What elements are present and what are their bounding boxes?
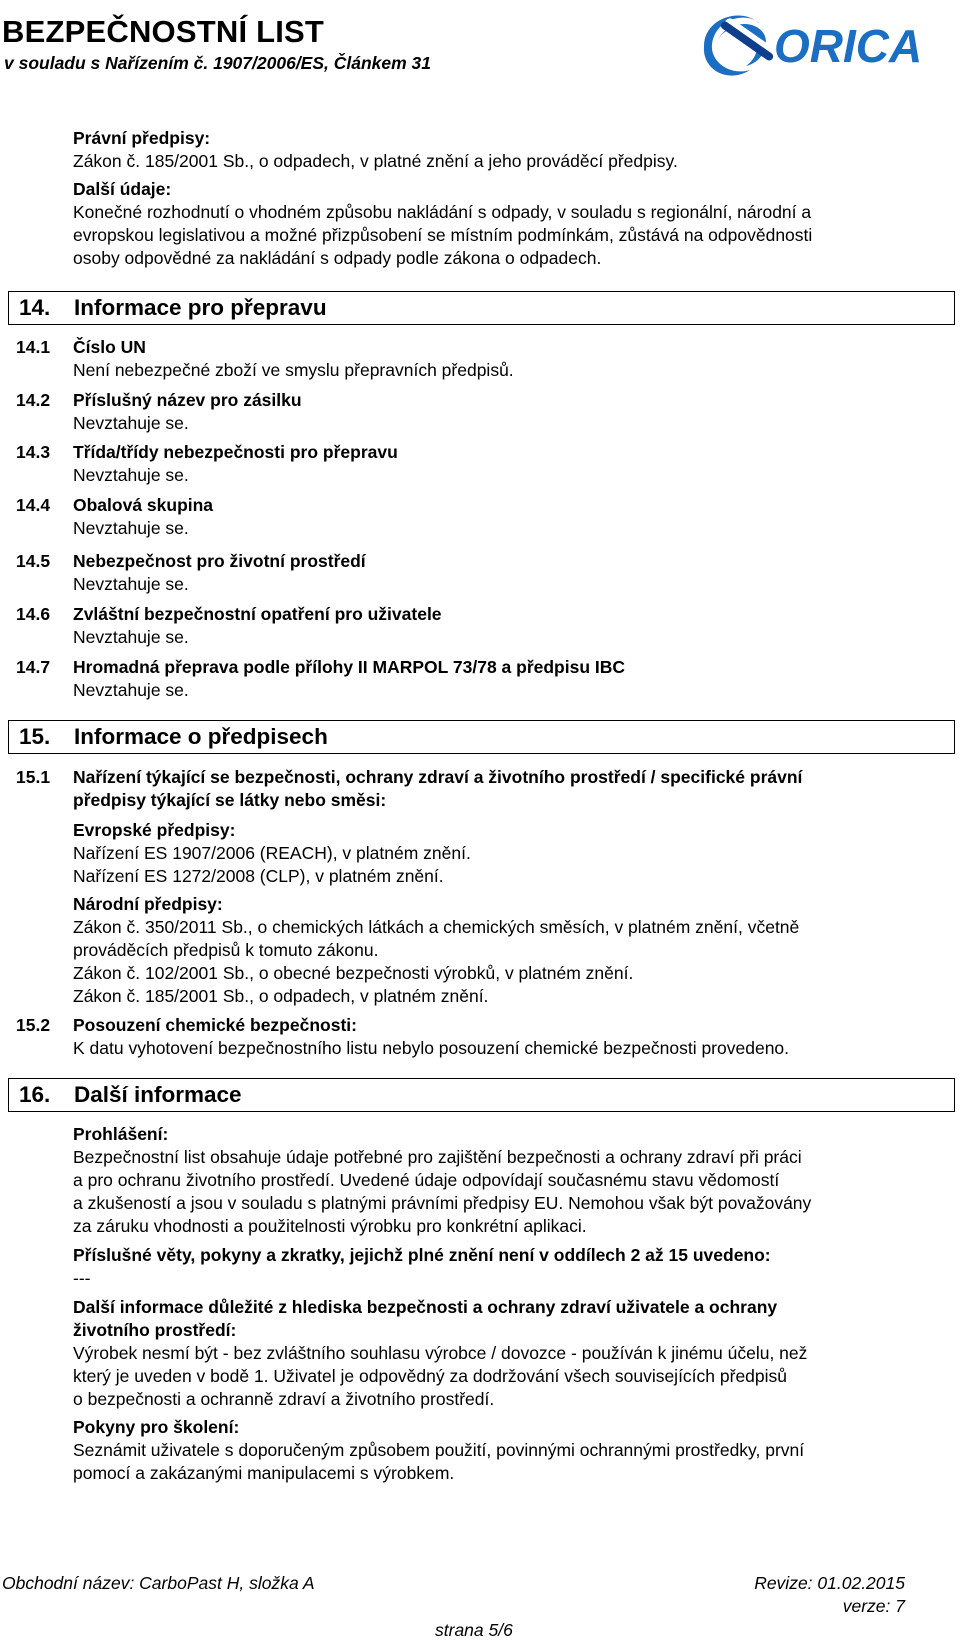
subsection-title: Číslo UN xyxy=(73,337,146,357)
subsection-title: Hromadná přeprava podle přílohy II MARPOL 73/78 a předpisu IBC xyxy=(73,657,626,677)
other-label: Další údaje: xyxy=(73,179,172,199)
phrases-text: --- xyxy=(73,1268,91,1288)
section-number: 16. xyxy=(19,1082,51,1107)
section-15-header xyxy=(8,720,955,754)
subsection-number: 14.3 xyxy=(16,442,51,462)
other-line: osoby odpovědné za nakládání s odpady podle zákona o odpadech. xyxy=(73,248,602,268)
training-line: pomocí a zakázanými manipulacemi s výrobkem. xyxy=(73,1463,455,1483)
subsection-number: 14.1 xyxy=(16,337,51,357)
section-number: 14. xyxy=(19,295,51,320)
footer-revision: Revize: 01.02.2015 xyxy=(754,1573,905,1593)
subsection-text: Nevztahuje se. xyxy=(73,574,189,594)
subsection-number: 15.1 xyxy=(16,767,51,787)
legal-label: Právní předpisy: xyxy=(73,128,211,148)
subsection-title: Nařízení týkající se bezpečnosti, ochrany zdraví a životního prostředí / specifické právní xyxy=(73,767,803,787)
section-title: Informace pro přepravu xyxy=(74,295,327,320)
declaration-label: Prohlášení: xyxy=(73,1124,169,1144)
subsection-text: K datu vyhotovení bezpečnostního listu nebylo posouzení chemické bezpečnosti provedeno. xyxy=(73,1038,790,1058)
svg-text:ORICA: ORICA xyxy=(774,20,923,72)
national-line: prováděcích předpisů k tomuto zákonu. xyxy=(73,940,379,960)
subsection-text: Není nebezpečné zboží ve smyslu přepravních předpisů. xyxy=(73,360,514,380)
national-label: Národní předpisy: xyxy=(73,894,223,914)
subsection-text: Nevztahuje se. xyxy=(73,413,189,433)
orica-logo xyxy=(690,4,956,86)
section-title: Další informace xyxy=(74,1082,242,1107)
subsection-number: 14.4 xyxy=(16,495,51,515)
info-line: Výrobek nesmí být - bez zvláštního souhlasu výrobce / dovozce - používán k jinému účelu, než xyxy=(73,1343,808,1363)
national-line: Zákon č. 350/2011 Sb., o chemických látkách a chemických směsích, v platném znění, včetně xyxy=(73,917,800,937)
subsection-number: 14.5 xyxy=(16,551,51,571)
other-line: evropskou legislativou a možné přizpůsobení se místním podmínkám, zůstává na odpovědnosti xyxy=(73,225,813,245)
eu-line: Nařízení ES 1907/2006 (REACH), v platném znění. xyxy=(73,843,471,863)
subsection-number: 15.2 xyxy=(16,1015,51,1035)
footer-trade-name: Obchodní název: CarboPast H, složka A xyxy=(2,1573,315,1593)
eu-line: Nařízení ES 1272/2008 (CLP), v platném znění. xyxy=(73,866,444,886)
subsection-text: Nevztahuje se. xyxy=(73,627,189,647)
document-subtitle: v souladu s Nařízením č. 1907/2006/ES, Článkem 31 xyxy=(4,53,432,73)
info-line: který je uveden v bodě 1. Uživatel je odpovědný za dodržování všech souvisejících předpisů xyxy=(73,1366,788,1386)
subsection-title: Třída/třídy nebezpečnosti pro přepravu xyxy=(73,442,398,462)
info-label: Další informace důležité z hlediska bezpečnosti a ochrany zdraví uživatele a ochrany xyxy=(73,1297,778,1317)
training-label: Pokyny pro školení: xyxy=(73,1417,240,1437)
subsection-text: Nevztahuje se. xyxy=(73,518,189,538)
subsection-title: Zvláštní bezpečnostní opatření pro uživatele xyxy=(73,604,442,624)
declaration-line: za záruku vhodnosti a použitelnosti výrobku pro konkrétní aplikaci. xyxy=(73,1216,587,1236)
declaration-line: a pro ochranu životního prostředí. Uvedené údaje odpovídají současnému stavu vědomostí xyxy=(73,1170,780,1190)
info-label: životního prostředí: xyxy=(73,1320,237,1340)
phrases-label: Příslušné věty, pokyny a zkratky, jejichž plné znění není v oddílech 2 až 15 uvedeno: xyxy=(73,1245,771,1265)
section-16-header xyxy=(8,1078,955,1112)
section-title: Informace o předpisech xyxy=(74,724,328,749)
footer-version: verze: 7 xyxy=(842,1596,905,1616)
declaration-line: Bezpečnostní list obsahuje údaje potřebné pro zajištění bezpečnosti a ochrany zdraví při práci xyxy=(73,1147,802,1167)
subsection-number: 14.2 xyxy=(16,390,51,410)
info-line: o bezpečnosti a ochranně zdraví a životního prostředí. xyxy=(73,1389,495,1409)
national-line: Zákon č. 102/2001 Sb., o obecné bezpečnosti výrobků, v platném znění. xyxy=(73,963,634,983)
subsection-title: Nebezpečnost pro životní prostředí xyxy=(73,551,366,571)
national-line: Zákon č. 185/2001 Sb., o odpadech, v platném znění. xyxy=(73,986,489,1006)
declaration-line: a zkušeností a jsou v souladu s platnými právními předpisy EU. Nemohou však být považovány xyxy=(73,1193,812,1213)
eu-label: Evropské předpisy: xyxy=(73,820,236,840)
document-title: BEZPEČNOSTNÍ LIST xyxy=(2,14,325,49)
other-line: Konečné rozhodnutí o vhodném způsobu nakládání s odpady, v souladu s regionální, národní a xyxy=(73,202,812,222)
subsection-title: Příslušný název pro zásilku xyxy=(73,390,302,410)
subsection-text: Nevztahuje se. xyxy=(73,680,189,700)
footer-page-number: strana 5/6 xyxy=(435,1620,513,1640)
training-line: Seznámit uživatele s doporučeným způsobem použití, povinnými ochrannými prostředky, první xyxy=(73,1440,805,1460)
subsection-number: 14.6 xyxy=(16,604,51,624)
legal-text: Zákon č. 185/2001 Sb., o odpadech, v platné znění a jeho prováděcí předpisy. xyxy=(73,151,678,171)
subsection-title: předpisy týkající se látky nebo směsi: xyxy=(73,790,387,810)
section-number: 15. xyxy=(19,724,51,749)
section-14-header xyxy=(8,291,955,325)
subsection-number: 14.7 xyxy=(16,657,51,677)
subsection-text: Nevztahuje se. xyxy=(73,465,189,485)
subsection-title: Posouzení chemické bezpečnosti: xyxy=(73,1015,357,1035)
subsection-title: Obalová skupina xyxy=(73,495,214,515)
